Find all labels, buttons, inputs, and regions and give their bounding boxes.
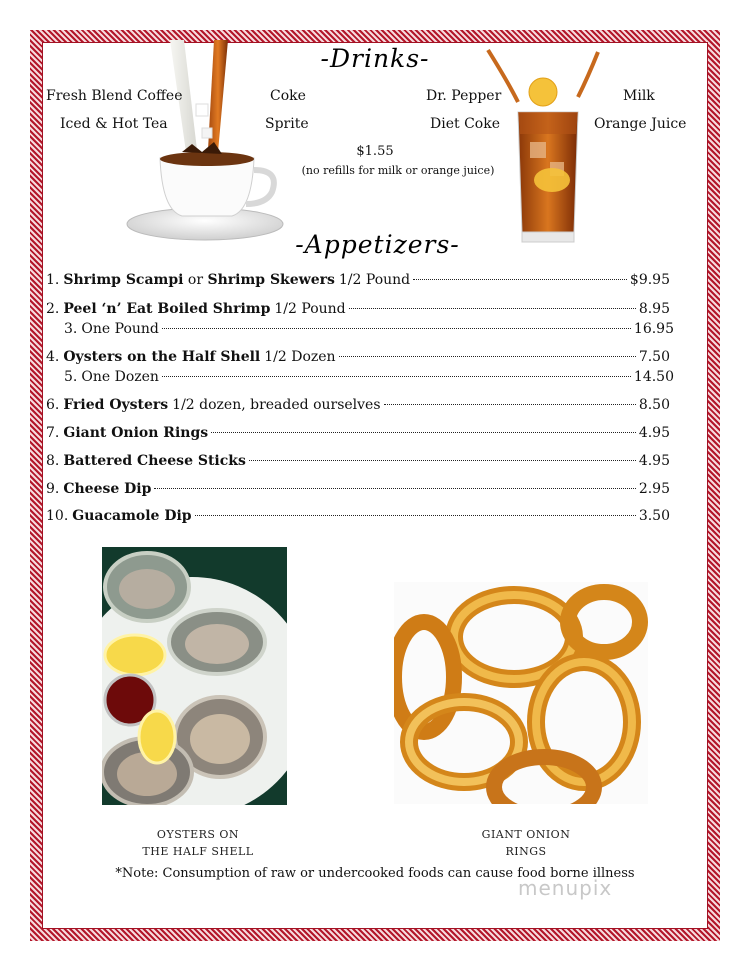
appetizer-item	[46, 397, 670, 417]
oysters-photo	[102, 547, 287, 805]
appetizer-item	[46, 301, 670, 321]
item-number: 9.	[46, 481, 60, 497]
item-number: 5.	[64, 369, 78, 385]
item-price: 8.95	[638, 301, 670, 317]
food-safety-note: *Note: Consumption of raw or undercooked foods can cause food borne illness	[115, 866, 635, 881]
item-number: 6.	[46, 397, 60, 413]
item-price: 8.50	[638, 397, 670, 413]
drink-milk: Milk	[623, 88, 655, 104]
appetizer-item	[46, 349, 670, 369]
onion-rings-caption	[456, 826, 596, 860]
item-price: 4.95	[638, 425, 670, 441]
item-desc: One Pound	[81, 321, 159, 337]
drinks-price: $1.55	[356, 144, 394, 159]
item-name: Guacamole Dip	[72, 508, 192, 524]
drink-dr-pepper: Dr. Pepper	[426, 88, 502, 104]
item-name: Fried Oysters	[63, 397, 169, 413]
item-number: 3.	[64, 321, 78, 337]
drink-orange-juice: Orange Juice	[594, 116, 687, 132]
item-number: 10.	[46, 508, 69, 524]
drink-diet-coke: Diet Coke	[430, 116, 500, 132]
item-price: 3.50	[638, 508, 670, 524]
rings-caption-line2: RINGS	[505, 845, 547, 858]
item-name: Peel ‘n’ Eat Boiled Shrimp	[63, 301, 271, 317]
oysters-caption	[128, 826, 268, 860]
item-name: Battered Cheese Sticks	[63, 453, 246, 469]
item-desc: 1/2 Pound	[338, 272, 411, 288]
dot-leader	[349, 308, 636, 309]
dot-leader	[384, 404, 636, 405]
item-price: 7.50	[638, 349, 670, 365]
drink-sprite: Sprite	[265, 116, 309, 132]
item-name: Shrimp Scampi	[63, 272, 184, 288]
dot-leader	[162, 328, 631, 329]
item-desc: 1/2 dozen, breaded ourselves	[172, 397, 381, 413]
dot-leader	[211, 432, 636, 433]
item-price: $9.95	[629, 272, 670, 288]
watermark: menupix	[518, 876, 613, 900]
drink-tea: Iced & Hot Tea	[60, 116, 168, 132]
drink-coke: Coke	[270, 88, 306, 104]
item-price: 4.95	[638, 453, 670, 469]
dot-leader	[162, 376, 631, 377]
dot-leader	[154, 488, 635, 489]
dot-leader	[249, 460, 636, 461]
item-name: Cheese Dip	[63, 481, 152, 497]
coffee-cup-image	[122, 40, 292, 245]
item-price: 16.95	[633, 321, 674, 337]
item-desc: 1/2 Dozen	[264, 349, 336, 365]
item-number: 7.	[46, 425, 60, 441]
appetizer-item	[64, 369, 674, 389]
item-name: Oysters on the Half Shell	[63, 349, 261, 365]
drink-coffee: Fresh Blend Coffee	[46, 88, 183, 104]
dot-leader	[413, 279, 627, 280]
appetizer-item	[64, 321, 674, 341]
item-number: 2.	[46, 301, 60, 317]
dot-leader	[339, 356, 636, 357]
appetizers-heading: -Appetizers-	[295, 230, 460, 259]
item-desc: One Dozen	[81, 369, 159, 385]
item-name-alt: Shrimp Skewers	[207, 272, 335, 288]
item-number: 4.	[46, 349, 60, 365]
iced-tea-image	[478, 42, 618, 247]
appetizer-item	[46, 481, 670, 501]
rings-caption-line1: GIANT ONION	[481, 828, 571, 841]
item-name: Giant Onion Rings	[63, 425, 209, 441]
item-price: 2.95	[638, 481, 670, 497]
onion-rings-photo	[394, 582, 648, 804]
drinks-heading: -Drinks-	[320, 44, 430, 73]
appetizer-item	[46, 453, 670, 473]
drinks-refill-note: (no refills for milk or orange juice)	[301, 164, 495, 177]
item-number: 1.	[46, 272, 60, 288]
appetizer-item	[46, 425, 670, 445]
item-price: 14.50	[633, 369, 674, 385]
item-number: 8.	[46, 453, 60, 469]
appetizer-item	[46, 508, 670, 528]
item-desc: 1/2 Pound	[274, 301, 346, 317]
item-connector: or	[187, 272, 204, 288]
oysters-caption-line1: OYSTERS ON	[156, 828, 240, 841]
oysters-caption-line2: THE HALF SHELL	[142, 845, 254, 858]
dot-leader	[195, 515, 636, 516]
appetizer-item	[46, 272, 670, 292]
